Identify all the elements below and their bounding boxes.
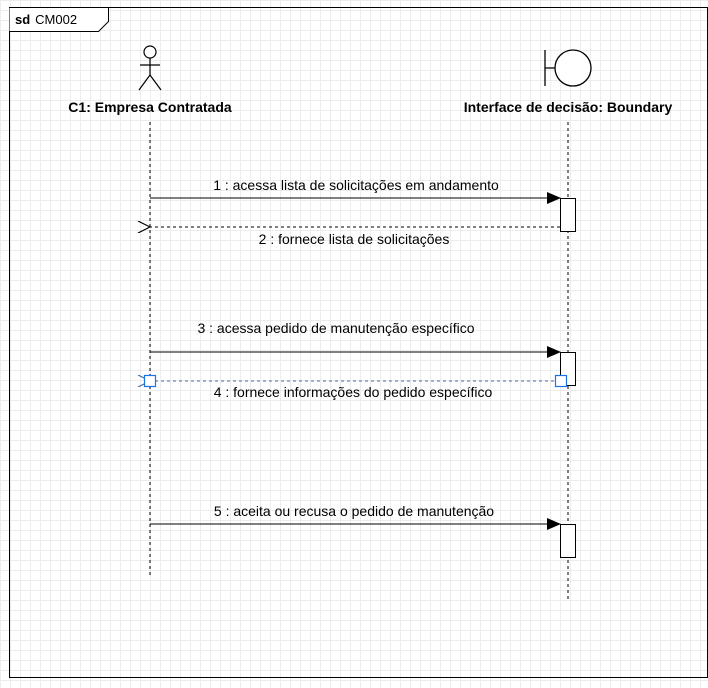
actor-icon [139, 46, 161, 90]
message-1-label: 1 : acessa lista de solicitações em andamento [213, 177, 499, 193]
selection-handle-start[interactable] [145, 376, 156, 387]
message-5-label: 5 : aceita ou recusa o pedido de manutenção [213, 503, 495, 519]
lifeline-label-actor: C1: Empresa Contratada [68, 99, 232, 115]
lifeline-label-boundary: Interface de decisão: Boundary [463, 99, 673, 115]
activation-bar-1[interactable] [561, 199, 576, 232]
message-5[interactable] [150, 503, 560, 524]
message-4[interactable] [145, 376, 567, 401]
frame-title [15, 12, 77, 27]
message-3[interactable] [150, 320, 560, 352]
message-2[interactable] [150, 227, 560, 247]
message-4-label: 4 : fornece informações do pedido específico [213, 384, 493, 400]
frame-name: CM002 [35, 12, 78, 27]
boundary-icon [545, 50, 591, 86]
message-1[interactable] [150, 177, 560, 198]
message-3-label: 3 : acessa pedido de manutenção específico [197, 320, 475, 336]
frame-keyword: sd [15, 12, 31, 27]
lifeline-actor[interactable] [68, 46, 232, 575]
activation-bar-3[interactable] [561, 525, 576, 558]
lifeline-boundary[interactable] [464, 50, 673, 602]
message-2-label: 2 : fornece lista de solicitações [258, 231, 450, 247]
selection-handle-end[interactable] [556, 376, 567, 387]
